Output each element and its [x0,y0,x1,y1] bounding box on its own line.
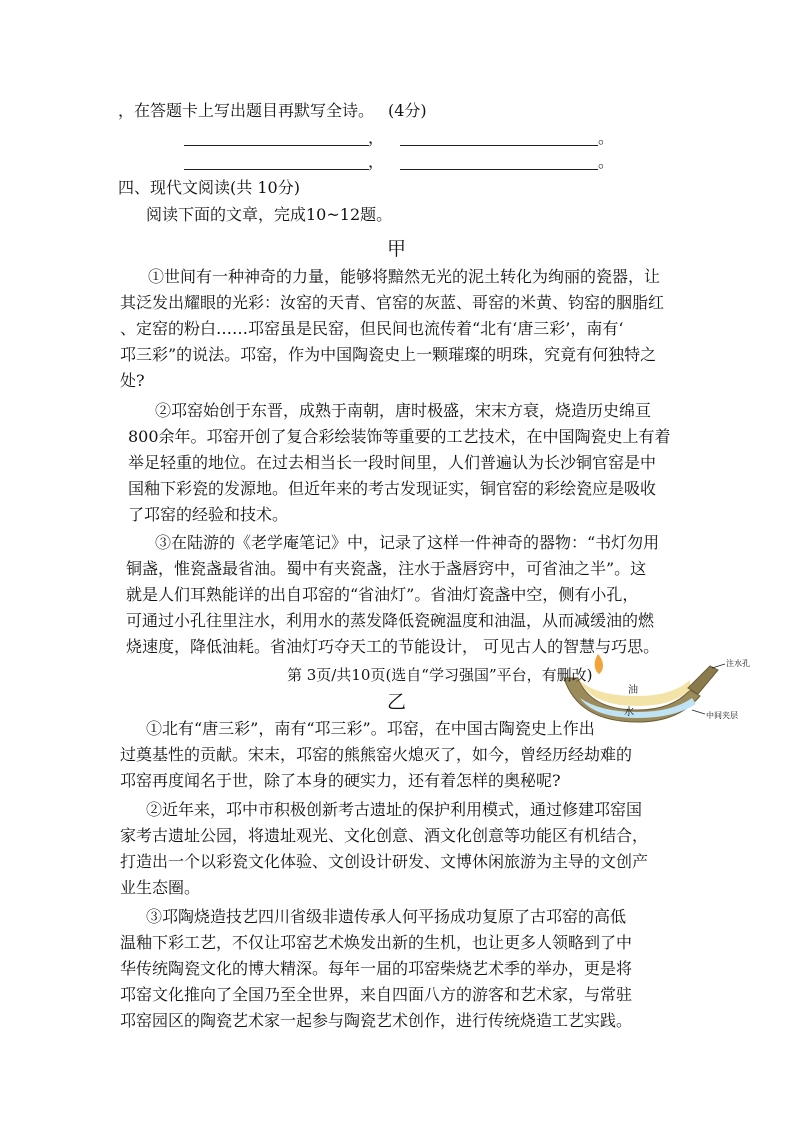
passage-line: ②邛窑始创于东晋，成熟于南朝，唐时极盛，宋末方衰，烧造历史绵亘 [155,401,652,420]
passage-line: 邛窑文化推向了全国乃至全世界，来自四面八方的游客和艺术家，与常驻 [120,985,633,1004]
passage-line: 邛窑园区的陶瓷艺术家一起参与陶瓷艺术创作，进行传统烧造工艺实践。 [120,1011,633,1030]
passage-line: 邛三彩”的说法。邛窑，作为中国陶瓷史上一颗璀璨的明珠，究竟有何独特之 [120,345,657,364]
label-fill-hole: 注水孔 [726,659,750,668]
passage-line: 铜盏，惟瓷盏最省油。蜀中有夹瓷盏，注水于盏唇窍中，可省油之半”。这 [126,559,647,578]
passage-line: ①北有“唐三彩”，南有“邛三彩”。邛窑，在中国古陶瓷史上作出 [146,719,595,738]
passage-line: 邛窑再度闻名于世，除了本身的硬实力，还有着怎样的奥秘呢? [120,771,561,790]
passage-yi-title: 乙 [386,691,406,713]
passage-line: 了邛窑的经验和技术。 [128,505,289,524]
passage-line: 业生态圈。 [120,878,201,897]
passage-line: 家考古遗址公园，将遗址观光、文化创意、酒文化创意等功能区有机结合， [120,826,649,845]
flame-icon [595,654,603,674]
passage-line: 800余年。邛窑开创了复合彩绘装饰等重要的工艺技术，在中国陶瓷史上有着 [128,427,671,446]
section-intro: 阅读下面的文章，完成10~12题。 [146,205,393,224]
blank-period-1: 。 [598,128,615,147]
label-water: 水 [624,707,634,718]
passage-line: 、定窑的粉白……邛窑虽是民窑，但民间也流传着“北有‘唐三彩’，南有‘ [120,319,624,338]
passage-line: 温釉下彩工艺，不仅让邛窑艺术焕发出新的生机，也让更多人领略到了中 [120,933,633,952]
passage-line: 举足轻重的地位。在过去相当长一段时间里，人们普遍认为长沙铜官窑是中 [128,453,657,472]
poem-instruction: ，在答题卡上写出题目再默写全诗。 [118,101,375,120]
section-heading: 四、现代文阅读(共 10分) [118,178,300,197]
label-middle-layer: 中间夹层 [706,711,738,720]
answer-blank-3[interactable] [184,169,369,170]
oil-lamp-diagram [560,648,760,726]
passage-line: 烧速度，降低油耗。省油灯巧夺天工的节能设计， 可见古人的智慧与巧思。 [126,637,660,656]
passage-line: 处? [120,371,145,390]
label-oil: 油 [628,685,638,696]
passage-line: ③在陆游的《老学庵笔记》中，记录了这样一件神奇的器物：“书灯勿用 [155,533,660,552]
passage-line: 打造出一个以彩瓷文化体验、文创设计研发、文博休闲旅游为主导的文创产 [120,852,649,871]
passage-line: ②近年来，邛中市积极创新考古遗址的保护利用模式，通过修建邛窑国 [146,800,643,819]
poem-points: (4分) [388,101,427,120]
blank-period-2: 。 [598,152,615,171]
answer-blank-4[interactable] [400,169,598,170]
passage-line: 国釉下彩瓷的发源地。但近年来的考古发现证实，铜官窑的彩绘瓷应是吸收 [128,479,657,498]
passage-line: 过奠基性的贡献。宋末，邛窑的熊熊窑火熄灭了，如今，曾经历经劫难的 [120,745,633,764]
passage-line: ③邛陶烧造技艺四川省级非遗传承人何平扬成功复原了古邛窑的高低 [146,907,627,926]
blank-comma-1: ， [368,128,385,147]
answer-blank-2[interactable] [400,145,598,146]
passage-line: 可通过小孔往里注水，利用水的蒸发降低瓷碗温度和油温，从而减缓油的燃 [126,611,655,630]
passage-line: 其泛发出耀眼的光彩：汝窑的天青、官窑的灰蓝、哥窑的米黄、钧窑的胭脂红 [120,293,665,312]
page-footer: 第 3页/共10页(选自“学习强国”平台，有删改) [287,666,593,684]
passage-line: ①世间有一种神奇的力量，能够将黯然无光的泥土转化为绚丽的瓷器，让 [148,267,661,286]
answer-blank-1[interactable] [184,145,369,146]
passage-jia-title: 甲 [386,238,406,260]
passage-line: 华传统陶瓷文化的博大精深。每年一届的邛窑柴烧艺术季的举办，更是将 [120,959,633,978]
passage-line: 就是人们耳熟能详的出自邛窑的“省油灯”。省油灯瓷盏中空，侧有小孔， [126,585,639,604]
blank-comma-2: ， [368,152,385,171]
hole-pointer [712,664,725,668]
